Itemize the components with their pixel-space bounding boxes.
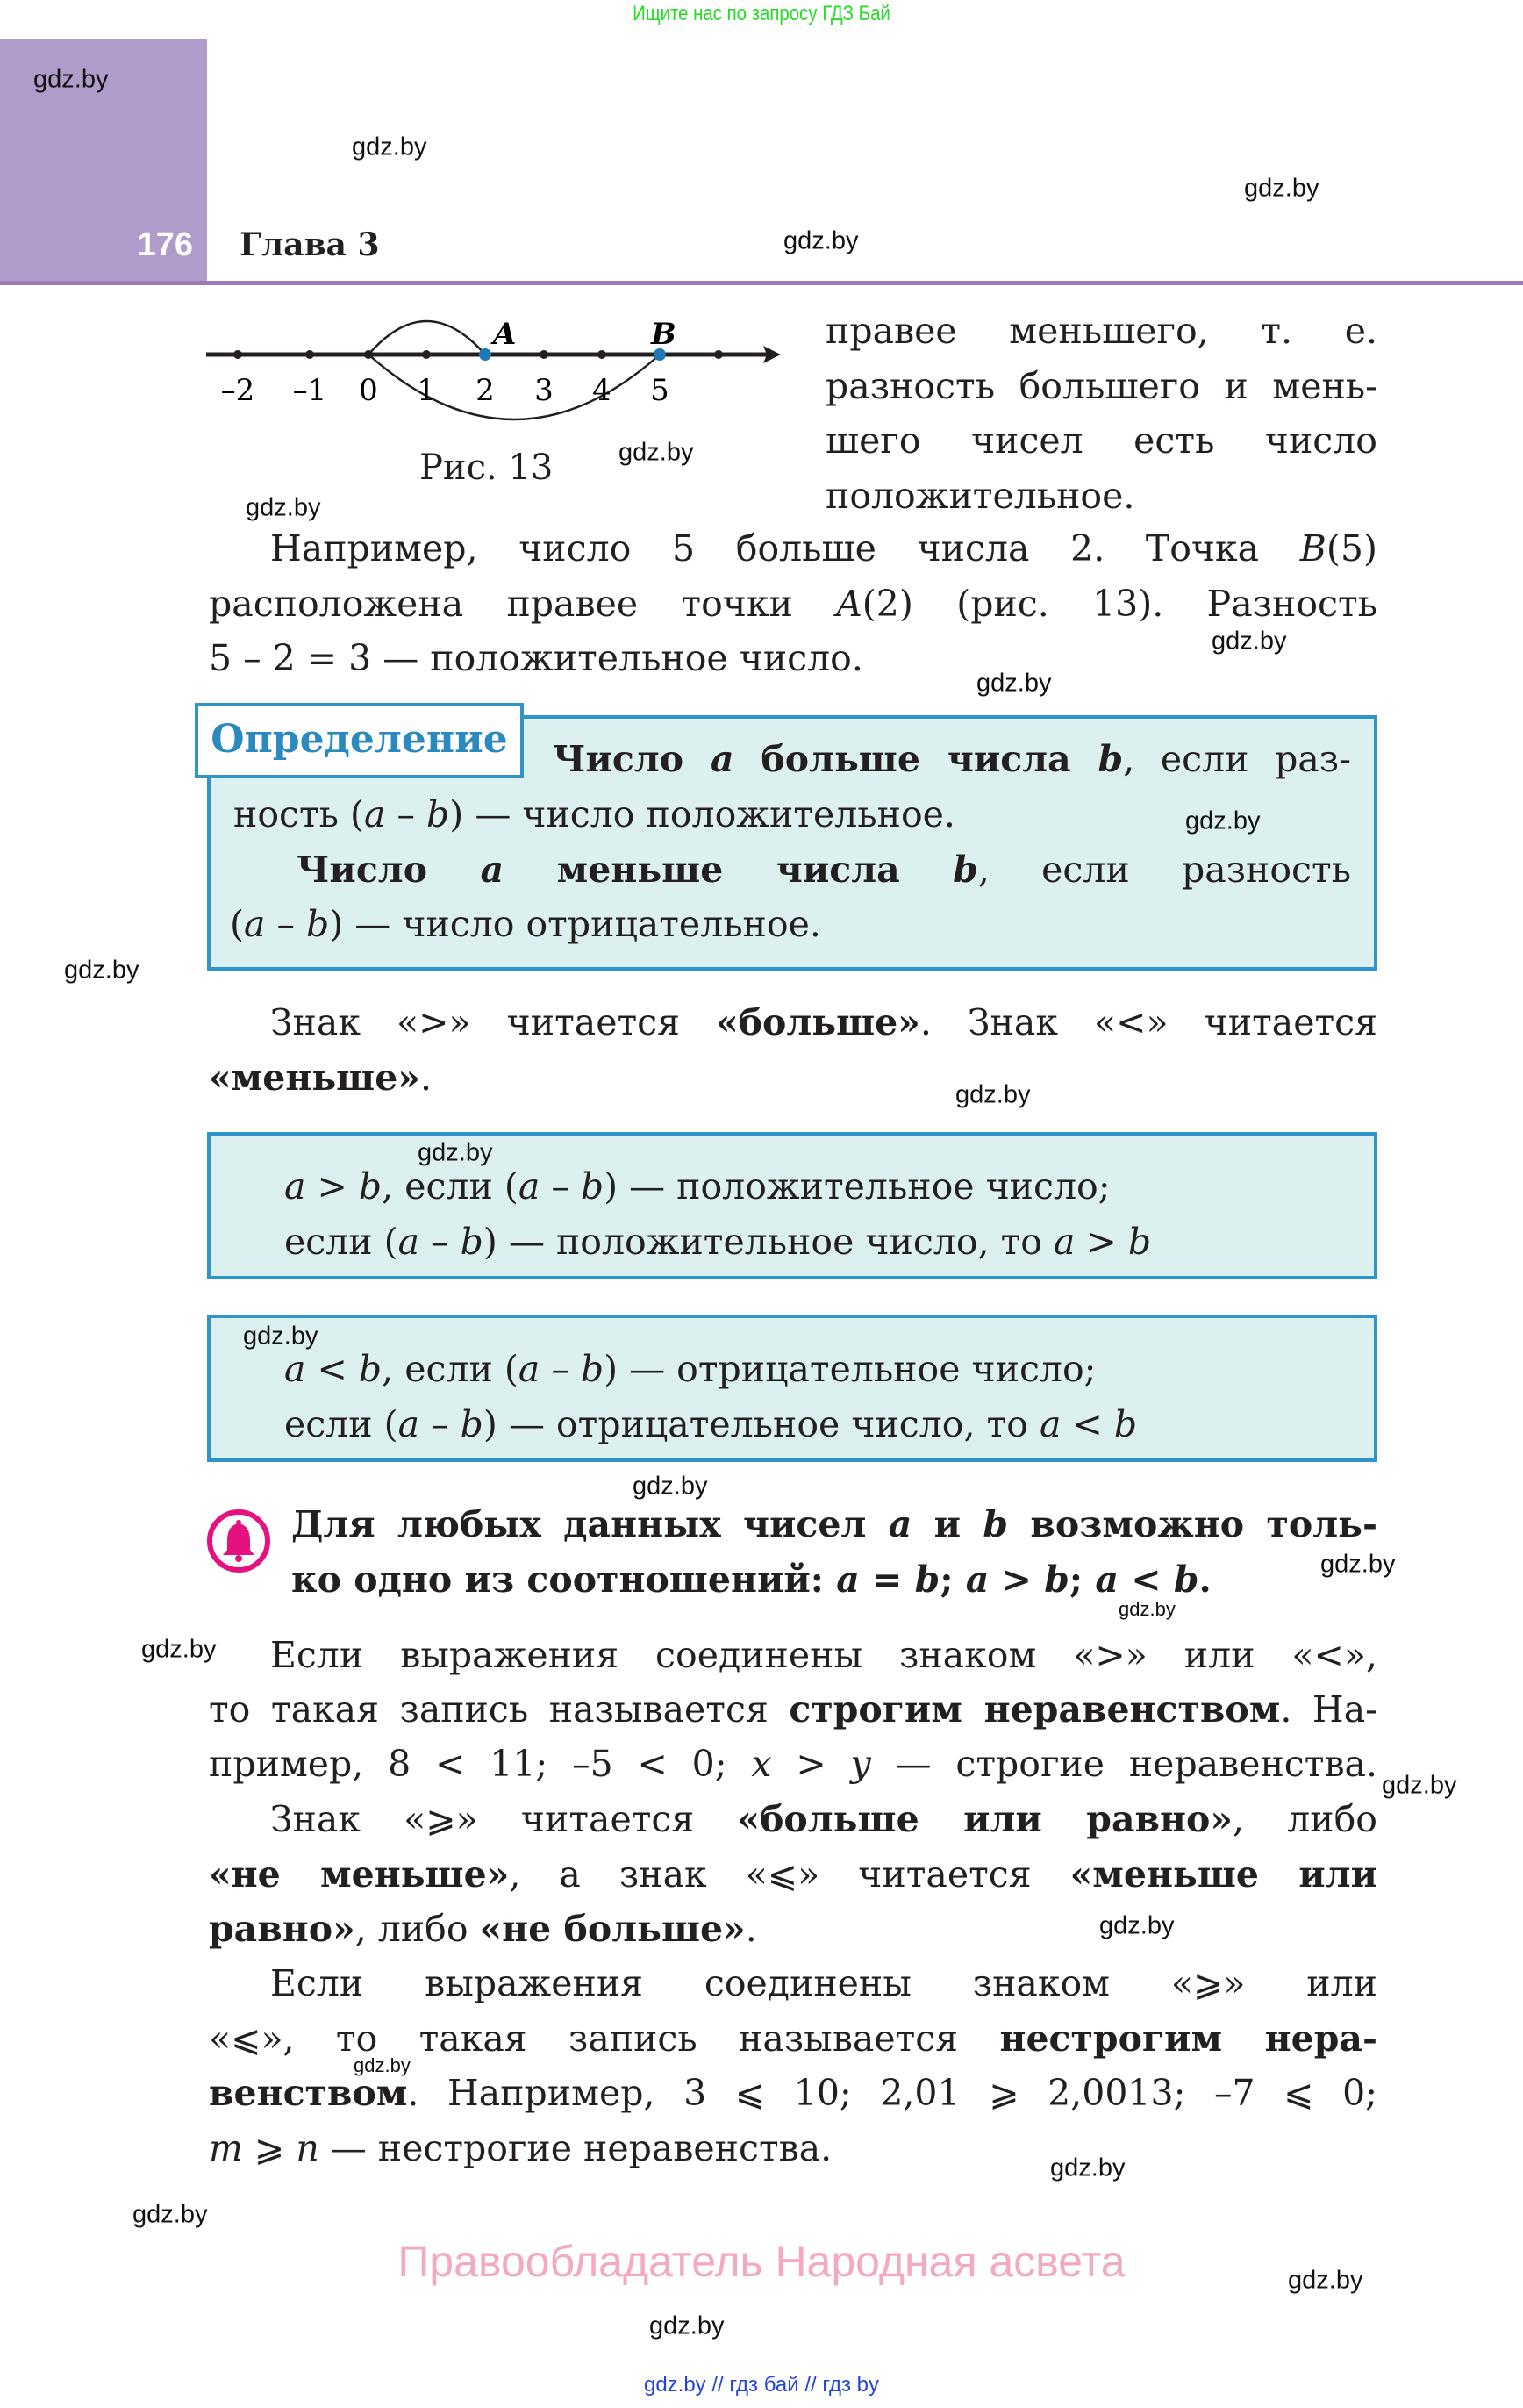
watermark: gdz.by — [246, 493, 321, 522]
rule-greater-line — [284, 1165, 1337, 1208]
tick-label: 1 — [417, 373, 436, 408]
text-run: – — [385, 793, 427, 835]
text-run: (2) (рис. 13). Разность — [862, 582, 1377, 625]
text-run: Например, число 5 больше числа 2. Точка — [270, 527, 1300, 570]
text-run: a — [1053, 1220, 1076, 1263]
watermark: gdz.by — [64, 956, 139, 985]
arc-lower — [368, 355, 660, 419]
watermark: gdz.by — [618, 438, 694, 467]
text-run: . На- — [1280, 1688, 1377, 1731]
text-run: a — [480, 849, 504, 891]
text-run: > — [989, 1558, 1045, 1601]
strict-line — [209, 1688, 1377, 1731]
watermark: gdz.by — [649, 2311, 725, 2340]
text-run: a — [518, 1348, 540, 1390]
tick-label: 3 — [534, 373, 554, 408]
watermark: gdz.by — [1185, 806, 1261, 835]
text-run: «не меньше» — [209, 1853, 510, 1896]
text-run: Если выражения соединены знаком «>» или «<», — [270, 1634, 1377, 1676]
text-run: то такая запись называется — [209, 1688, 790, 1731]
text-run: m — [209, 2126, 243, 2169]
definition-line — [233, 792, 1286, 836]
text-run: A — [836, 582, 862, 625]
text-run: и — [912, 1503, 983, 1545]
text-run: ность ( — [233, 793, 365, 835]
text-run: ) — число отрицательное. — [329, 903, 821, 945]
text-run: «больше» — [716, 1001, 920, 1043]
watermark: gdz.by — [1050, 2154, 1126, 2182]
tick-mark — [714, 350, 723, 359]
text-run: b — [983, 1503, 1009, 1545]
rule-greater-line — [284, 1220, 1337, 1264]
text-run: b — [460, 1402, 483, 1445]
text-run: a — [1039, 1402, 1062, 1445]
text-run: «меньше или — [1069, 1853, 1377, 1896]
nonstrict-line — [209, 2126, 1377, 2170]
point-marker — [479, 348, 491, 361]
text-run: b — [580, 1165, 604, 1208]
text-run: > — [305, 1165, 359, 1208]
example-line — [209, 636, 1377, 680]
text-run: , если ( — [382, 1348, 518, 1390]
text-run: , если ( — [382, 1165, 518, 1208]
watermark: gdz.by — [1244, 174, 1319, 203]
watermark: gdz.by — [1212, 627, 1287, 656]
text-run: a — [364, 793, 386, 835]
tick-mark — [422, 350, 431, 359]
text-run: b — [426, 793, 450, 835]
watermark: gdz.by — [418, 1138, 493, 1167]
text-run: (5) — [1326, 527, 1377, 570]
text-run: ко одно из соотношений: — [291, 1558, 837, 1601]
text-run: шего чисел есть число — [826, 419, 1377, 462]
text-run: a — [836, 1558, 860, 1601]
text-run: строгим неравенством — [789, 1688, 1281, 1731]
text-run: – — [419, 1402, 461, 1445]
watermark: gdz.by — [132, 2200, 208, 2229]
nonstrict-signs-line — [209, 1853, 1377, 1896]
text-run: ) — положительное число; — [604, 1165, 1111, 1208]
text-run: венством — [209, 2072, 408, 2114]
text-run: a — [244, 903, 266, 945]
footer-links[interactable]: gdz.by // гдз бай // гдз by — [643, 2373, 880, 2397]
text-run: – — [419, 1220, 461, 1263]
fig-text-line — [826, 419, 1377, 462]
watermark: gdz.by — [1288, 2266, 1363, 2295]
text-run: ( — [230, 903, 244, 945]
text-run: b — [1098, 738, 1124, 780]
text-run: Число — [297, 849, 481, 891]
text-run: , либо — [1233, 1798, 1377, 1840]
text-run: – — [540, 1348, 581, 1390]
text-run: Число — [553, 738, 711, 780]
text-run: < — [305, 1348, 359, 1390]
text-run: «меньше» — [209, 1056, 420, 1099]
text-run: b — [580, 1348, 604, 1390]
watermark: gdz.by — [141, 1635, 217, 1664]
text-run: больше числа — [733, 738, 1098, 780]
text-run: меньше числа — [504, 849, 954, 891]
text-run: < — [1118, 1558, 1174, 1601]
text-run: ) — положительное число, то — [483, 1220, 1054, 1263]
text-run: пример, 8 < 11; –5 < 0; — [209, 1743, 752, 1785]
text-run: ) — отрицательное число, то — [483, 1402, 1040, 1445]
text-run: Для любых данных чисел — [291, 1503, 889, 1545]
text-run: ; — [940, 1558, 966, 1601]
text-run: b — [460, 1220, 483, 1263]
tick-label: –1 — [292, 373, 327, 408]
tick-mark — [305, 350, 314, 359]
text-run: разность большего и мень- — [826, 364, 1377, 407]
text-run: . Например, 3 ⩽ 10; 2,01 ⩾ 2,0013; –7 ⩽ 0; — [407, 2072, 1377, 2114]
text-run: — нестрогие неравенства. — [318, 2126, 833, 2169]
text-run: > — [771, 1743, 851, 1785]
text-run: a — [965, 1558, 990, 1601]
tick-label: 2 — [475, 373, 495, 408]
text-run: a — [397, 1402, 420, 1445]
text-run: – — [540, 1165, 581, 1208]
arc-upper — [368, 321, 485, 355]
strict-line — [209, 1742, 1377, 1786]
text-run: равно» — [209, 1908, 355, 1950]
example-line — [270, 527, 1377, 570]
copyright-notice: Правообладатель Народная асвета — [397, 2237, 1126, 2286]
text-run: . — [419, 1056, 432, 1099]
text-run: Знак «>» читается — [270, 1001, 717, 1043]
watermark: gdz.by — [1099, 1911, 1175, 1940]
bell-icon — [207, 1509, 270, 1573]
definition-line — [230, 902, 1283, 946]
text-run: b — [1113, 1402, 1138, 1445]
text-run: , если разность — [977, 849, 1351, 891]
text-run: «больше или равно» — [737, 1798, 1233, 1840]
definition-line — [297, 848, 1351, 892]
signs-line — [209, 1056, 1377, 1100]
watermark: gdz.by — [783, 226, 859, 255]
text-run: . Знак «<» читается — [919, 1001, 1377, 1043]
tick-mark — [540, 350, 548, 359]
note-line — [291, 1502, 1377, 1546]
text-run: правее меньшего, т. е. — [826, 310, 1377, 352]
top-search-hint[interactable]: Ищите нас по запросу ГДЗ Бай — [633, 2, 890, 25]
text-run: b — [358, 1165, 383, 1208]
text-run: ) — число положительное. — [449, 793, 955, 835]
text-run: B — [1299, 527, 1326, 570]
header-divider — [0, 281, 1523, 285]
tick-label: 4 — [592, 373, 611, 408]
text-run: , либо — [354, 1908, 480, 1950]
fig-text-line — [826, 474, 1377, 518]
text-run: < — [1061, 1402, 1114, 1445]
tick-label: 0 — [359, 373, 378, 408]
tick-mark — [364, 350, 373, 359]
text-run: b — [306, 903, 330, 945]
point-b-label: B — [651, 317, 676, 352]
watermark: gdz.by — [955, 1080, 1031, 1109]
text-run: a — [284, 1348, 306, 1390]
text-run: a — [888, 1503, 912, 1545]
text-run: > — [1075, 1220, 1128, 1263]
signs-line — [270, 1000, 1377, 1044]
text-run: возможно толь- — [1008, 1503, 1377, 1545]
text-run: a — [1095, 1558, 1119, 1601]
text-run: a — [284, 1165, 306, 1208]
note-line — [291, 1558, 1377, 1602]
definition-label: Определение — [195, 703, 524, 778]
text-run: расположена правее точки — [209, 582, 837, 625]
text-run: a — [710, 738, 734, 780]
fig-text-line — [826, 309, 1377, 353]
watermark: gdz.by — [633, 1472, 708, 1501]
text-run: b — [953, 849, 978, 891]
tick-label: 5 — [650, 373, 669, 408]
text-run: b — [358, 1348, 383, 1390]
text-run: ) — отрицательное число; — [604, 1348, 1097, 1390]
text-run: b — [914, 1558, 940, 1601]
figure-caption: Рис. 13 — [419, 448, 554, 488]
text-run: 5 – 2 = 3 — положительное число. — [209, 637, 863, 679]
text-run: — строгие неравенства. — [870, 1743, 1378, 1785]
rule-less-line — [284, 1347, 1337, 1391]
watermark: gdz.by — [1119, 1598, 1176, 1620]
text-run: a — [518, 1165, 540, 1208]
nonstrict-line — [270, 1961, 1377, 2005]
example-line — [209, 582, 1377, 626]
definition-line — [553, 737, 1351, 781]
text-run: ; — [1069, 1558, 1096, 1601]
nonstrict-line — [209, 2071, 1377, 2115]
point-a-label: A — [493, 317, 517, 352]
text-run: b — [1127, 1220, 1152, 1263]
nonstrict-signs-line — [270, 1797, 1377, 1841]
tick-mark — [233, 350, 242, 359]
text-run: n — [296, 2126, 319, 2169]
text-run: b — [1173, 1558, 1199, 1601]
text-run: если ( — [284, 1220, 398, 1263]
text-run: Если выражения соединены знаком «⩾» или — [270, 1962, 1377, 2004]
text-run: b — [1044, 1558, 1069, 1601]
fig-text-line — [826, 364, 1377, 408]
strict-line — [270, 1633, 1377, 1677]
watermark: gdz.by — [352, 133, 427, 161]
text-run: – — [265, 903, 307, 945]
tick-label: –2 — [220, 373, 255, 408]
text-run: , если раз- — [1123, 738, 1351, 780]
watermark: gdz.by — [1382, 1771, 1457, 1800]
text-run: положительное. — [826, 474, 1135, 517]
text-run: y — [850, 1743, 871, 1785]
watermark: gdz.by — [33, 65, 109, 94]
text-run: . — [1198, 1558, 1212, 1601]
text-run: = — [859, 1558, 915, 1601]
watermark: gdz.by — [1320, 1550, 1396, 1579]
text-run: x — [751, 1743, 772, 1785]
text-run: нестрогим нера- — [999, 2017, 1377, 2060]
watermark: gdz.by — [354, 2054, 411, 2076]
text-run: «⩽», то такая запись называется — [209, 2017, 1000, 2060]
tick-mark — [597, 350, 606, 359]
text-run: «не больше» — [479, 1908, 746, 1950]
page-number: 176 — [137, 226, 193, 263]
watermark: gdz.by — [243, 1322, 318, 1351]
watermark: gdz.by — [976, 669, 1052, 698]
text-run: если ( — [284, 1402, 398, 1445]
text-run: . — [745, 1908, 757, 1950]
text-run: a — [397, 1220, 420, 1263]
text-run: , а знак «⩽» читается — [509, 1853, 1070, 1896]
nonstrict-signs-line — [209, 1907, 1377, 1951]
rule-less-line — [284, 1402, 1337, 1446]
text-run: Знак «⩾» читается — [270, 1798, 738, 1840]
chapter-title: Глава 3 — [240, 226, 380, 263]
nonstrict-line — [209, 2017, 1377, 2060]
text-run: ⩾ — [242, 2126, 297, 2169]
